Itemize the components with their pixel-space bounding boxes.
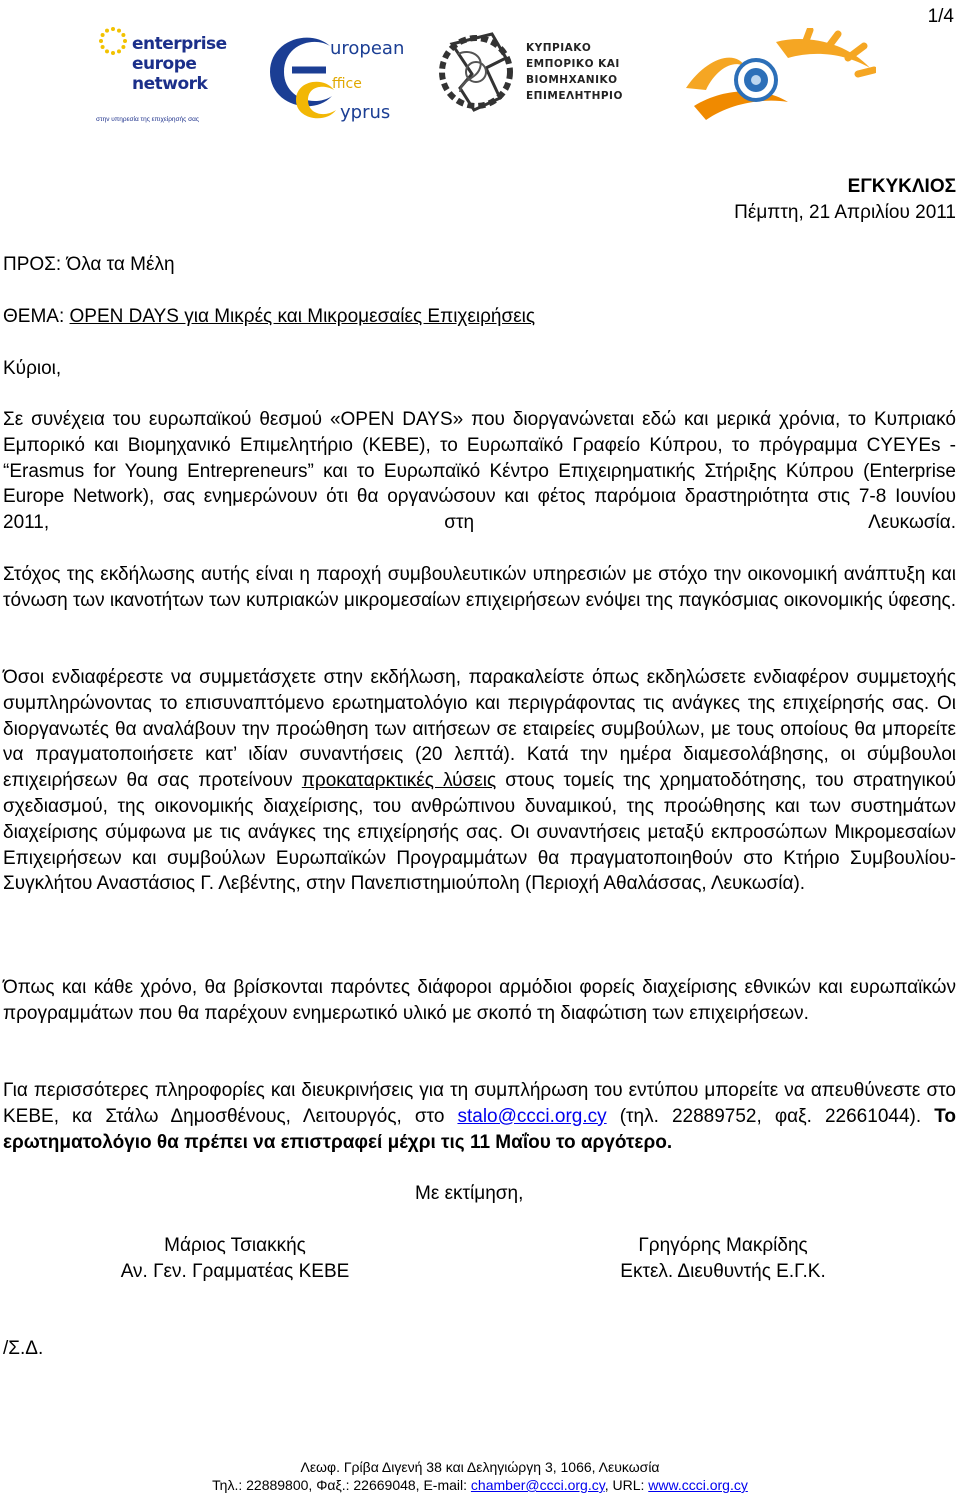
ccci-emblem-icon	[430, 18, 522, 130]
ccci-text-line2: ΕΜΠΟΡΙΚΟ ΚΑΙ	[526, 58, 620, 70]
paragraph-3	[3, 665, 956, 897]
footer-url-prefix: , URL:	[604, 1477, 649, 1493]
signature-right	[570, 1233, 876, 1285]
paragraph-1: Σε συνέχεια του ευρωπαϊκού θεσμού «OPEN DAYS» που διοργανώνεται εδώ και μερικά χρόνια, το Κυπριακό Εμπορικό και Βιομηχανικό Επιμελητήριο (ΚΕΒΕ), το Ευρωπαϊκό Γραφείο Κύπρου, το πρόγραμμα CYEYEs - “Erasmus for Young Entrepreneurs” και το Ευρωπαϊκό Κέντρο Επιχειρηματικής Στήριξης Κύπρου (Enterprise Europe Network), σας ενημερώνουν ότι θα οργανώσουν και φέτος παρόμοια δραστηριότητα στις 7-8 Ιουνίου 2011, στη Λευκωσία.	[3, 409, 956, 534]
signatory-right-title: Εκτελ. Διευθυντής Ε.Γ.Κ.	[620, 1261, 826, 1282]
footer-contact-prefix: Τηλ.: 22889800, Φαξ.: 22669048, E-mail:	[212, 1477, 471, 1493]
preliminary-solutions-text: προκαταρκτικές λύσεις	[301, 770, 497, 792]
document-type: ΕΓΚΥΚΛΙΟΣ	[847, 176, 956, 197]
footer-contact	[0, 1476, 960, 1494]
subject-line	[3, 304, 956, 330]
paragraph-5-text-b: (τηλ. 22889752, φαξ. 22661044).	[606, 1105, 935, 1127]
paragraph-3-text-a: Όσοι ενδιαφέρεστε να συμμετάσχετε στην εκδήλωση, παρακαλείστε όπως εκδηλώσετε ενδιαφέρον συμμετοχής συμπληρώνοντας το επισυναπτόμενο ερωτηματολόγιο και περιγράφοντας τις ανάγκες της επιχείρησής σας. Οι διοργανωτές θα αναλάβουν την προώθηση των αιτήσεων σε εταιρείες συμβούλων, με τους οποίους θα μπορείτε να πραγματοποιήσετε κατ’ ιδίαν συναντήσεις (20 λεπτά). Κατά την ημέρα διαμεσολάβησης, οι σύμβουλοι επιχειρήσεων θα σας προτείνουν	[3, 667, 956, 792]
subject-text: OPEN DAYS για Μικρές και Μικρομεσαίες Επιχειρήσεις	[69, 306, 536, 327]
eeb-word-europe: europe	[132, 54, 197, 74]
ccci-text-line3: ΒΙΟΜΗΧΑΝΙΚΟ	[526, 74, 618, 86]
document-date: Πέμπτη, 21 Απριλίου 2011	[734, 202, 956, 223]
ccci-logo	[430, 18, 630, 130]
eeb-tagline: στην υπηρεσία της επιχείρησής σας	[96, 116, 200, 123]
cyeyes-sun-logo	[676, 28, 876, 128]
signature-left	[70, 1233, 400, 1285]
footer-email-link[interactable]: chamber@ccci.org.cy	[470, 1477, 605, 1493]
ccci-text-line1: ΚΥΠΡΙΑΚΟ	[526, 42, 592, 54]
logo-strip	[0, 18, 960, 130]
salutation: Κύριοι,	[3, 358, 62, 379]
eeb-word-network: network	[132, 74, 208, 94]
contact-email-link[interactable]: stalo@ccci.org.cy	[457, 1105, 607, 1127]
signatory-left-title: Αν. Γεν. Γραμματέας ΚΕΒΕ	[120, 1261, 350, 1282]
paragraph-3-text-b: στους τομείς της χρηματοδότησης, του στρατηγικού σχεδιασμού, της οικονομικής διαχείρισης, του ανθρώπινου δυναμικού, της προώθησης και των συστημάτων διαχείρισης σύμφωνα με τις ανάγκες της επιχείρησής σας. Οι συναντήσεις μεταξύ εκπροσώπων Μικρομεσαίων Επιχειρήσεων και συμβούλων Ευρωπαϊκών Προγραμμάτων θα πραγματοποιηθούν στο Κτήριο Συμβουλίου-Συγκλήτου Αναστάσιος Γ. Λεβέντης, στην Πανεπιστημιούπολη (Περιοχή Αθαλάσσας, Λευκωσία).	[3, 770, 956, 895]
paragraph-4: Όπως και κάθε χρόνο, θα βρίσκονται παρόντες διάφοροι αρμόδιοι φορείς διαχείρισης εθνικών και ευρωπαϊκών προγραμμάτων που θα παρέχουν ενημερωτικό υλικό με σκοπό τη διαφώτιση των επιχειρήσεων.	[3, 977, 956, 1024]
ccci-text-line4: ΕΠΙΜΕΛΗΤΗΡΙΟ	[526, 90, 623, 102]
eoc-word-ffice: ffice	[332, 76, 362, 92]
closing: Με εκτίμηση,	[415, 1183, 524, 1204]
recipients: ΠΡΟΣ: Όλα τα Μέλη	[3, 254, 175, 275]
enterprise-europe-network-logo	[92, 20, 232, 128]
eeb-word-enterprise: enterprise	[132, 34, 227, 54]
signatory-left-name: Μάριος Τσιακκής	[164, 1235, 306, 1256]
sun-eye-icon	[676, 28, 876, 128]
footer-website-link[interactable]: www.ccci.org.cy	[648, 1477, 748, 1493]
eoc-word-uropean: uropean	[330, 38, 405, 59]
paragraph-5	[3, 1078, 956, 1155]
paragraph-2: Στόχος της εκδήλωσης αυτής είναι η παροχή συμβουλευτικών υπηρεσιών με στόχο την οικονομική ανάπτυξη και τόνωση των ικανοτήτων των κυπριακών μικρομεσαίων επιχειρήσεων ενόψει της παγκόσμιας οικονομικής ύφεσης.	[3, 564, 956, 611]
eoc-word-yprus: yprus	[340, 102, 391, 123]
european-office-cyprus-logo	[262, 20, 405, 128]
signatory-right-name: Γρηγόρης Μακρίδης	[638, 1235, 808, 1256]
subject-label: ΘΕΜΑ:	[3, 306, 70, 327]
footer-address: Λεωφ. Γρίβα Διγενή 38 και Δεληγιώργη 3, 1066, Λευκωσία	[300, 1459, 660, 1475]
initials: /Σ.Δ.	[3, 1338, 44, 1359]
eu-stars-icon	[98, 26, 128, 56]
deadline-notice: Το ερωτηματολόγιο θα πρέπει να επιστραφεί μέχρι τις 11 Μαΐου το αργότερο.	[3, 1105, 956, 1153]
page-number: 1/4	[927, 6, 954, 27]
paragraph-5-text-a: Για περισσότερες πληροφορίες και διευκρινήσεις για τη συμπλήρωση του εντύπου μπορείτε να απευθύνεστε στο ΚΕΒΕ, κα Στάλω Δημοσθένους, Λειτουργός, στο	[3, 1080, 956, 1127]
